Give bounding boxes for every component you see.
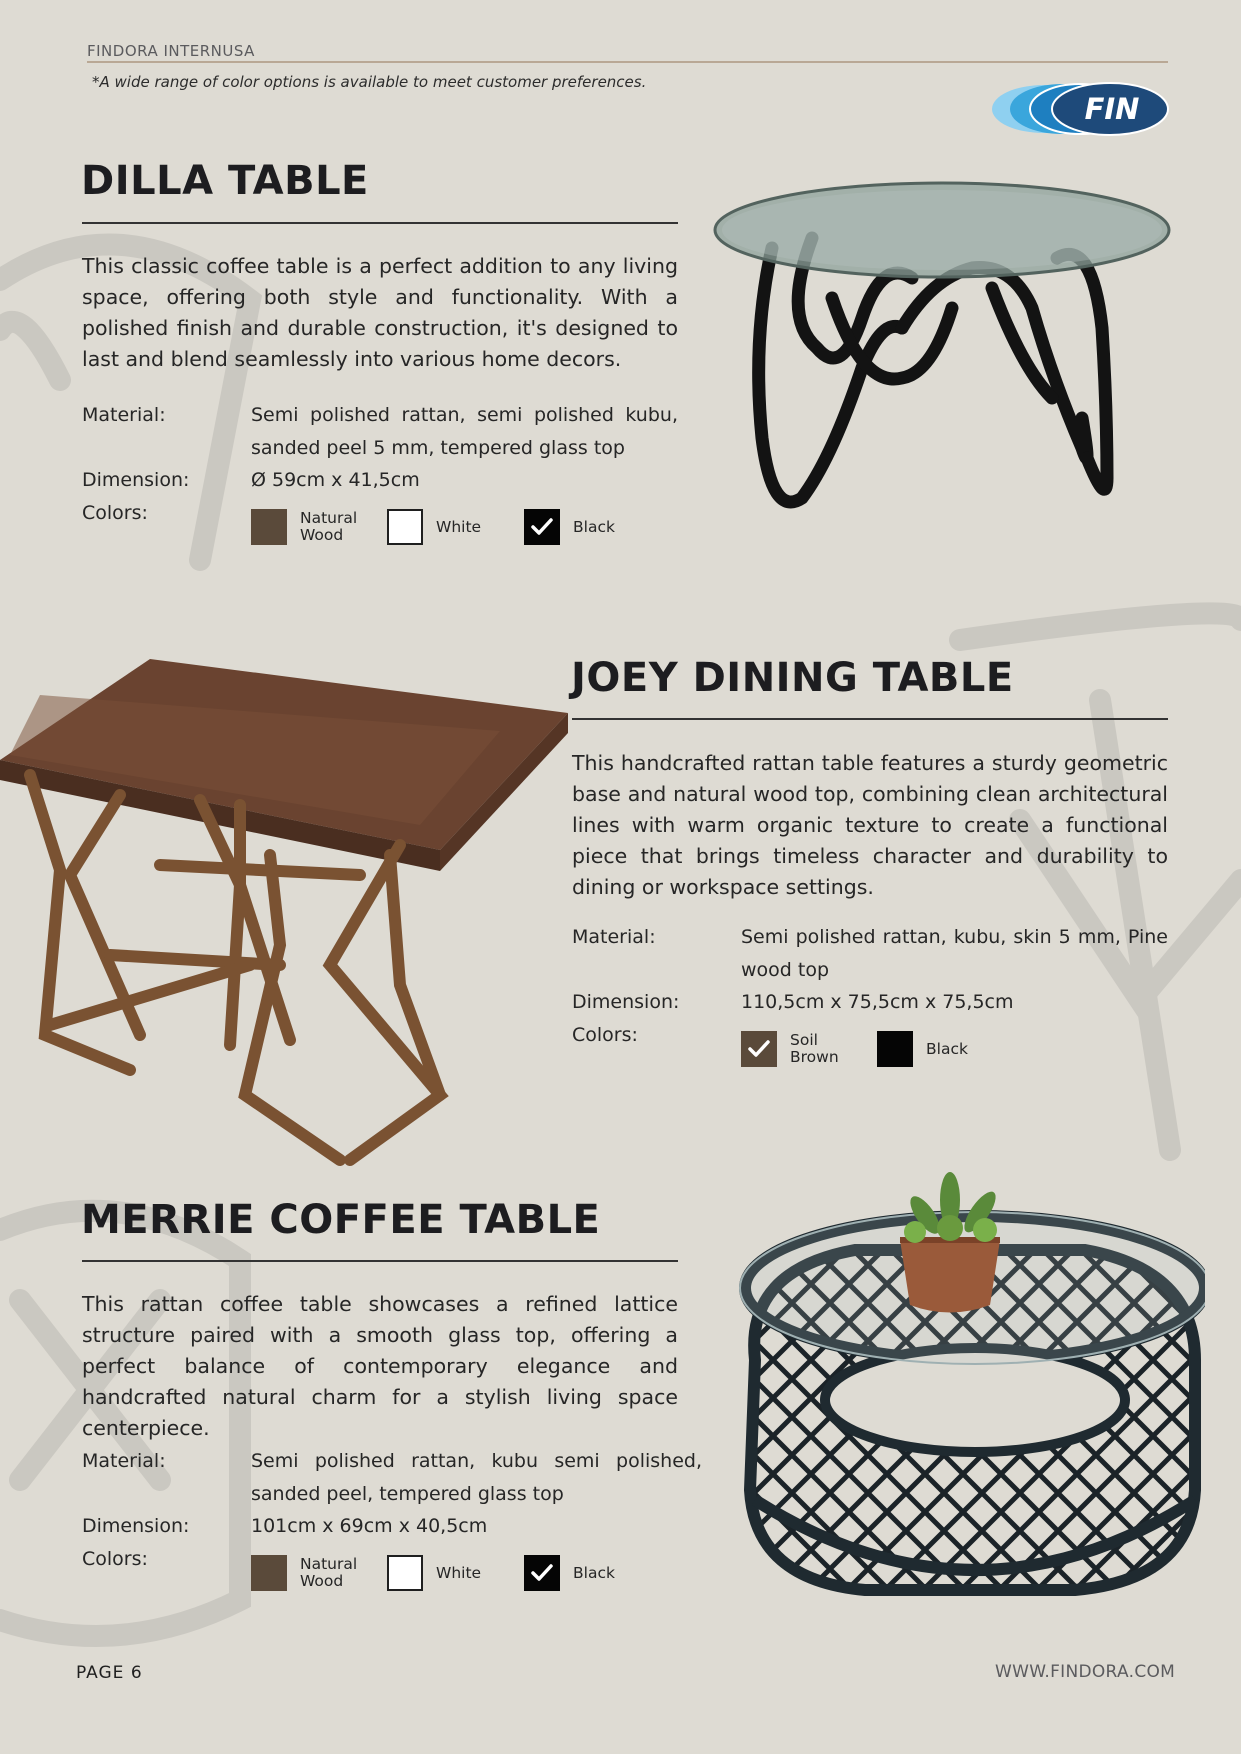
color-label: Black	[926, 1040, 968, 1058]
dimension-label: Dimension:	[82, 469, 190, 491]
product-description: This classic coffee table is a perfect addition to any living space, offering both style and functionality. With a polished finish and durable construction, it's designed to last and blend seamlessly into various home decors.	[82, 254, 678, 371]
color-swatch-white[interactable]	[387, 1555, 423, 1591]
color-label: Soil Brown	[790, 1031, 839, 1066]
logo-text: FIN	[1084, 92, 1140, 126]
dimension-value: 110,5cm x 75,5cm x 75,5cm	[741, 991, 1014, 1013]
color-label: Black	[573, 1564, 615, 1582]
product-title: JOEY DINING TABLE	[571, 655, 1014, 701]
color-swatch-black[interactable]	[524, 509, 560, 545]
colors-label: Colors:	[572, 1024, 638, 1046]
dimension-label: Dimension:	[572, 991, 680, 1013]
color-label: Natural Wood	[300, 1555, 358, 1590]
color-swatch-black[interactable]	[524, 1555, 560, 1591]
colors-label: Colors:	[82, 1548, 148, 1570]
page-number: PAGE 6	[76, 1663, 143, 1683]
color-swatch-natural-wood[interactable]	[251, 1555, 287, 1591]
material-value: Semi polished rattan, kubu semi polished, sanded peel, tempered glass top	[251, 1450, 702, 1505]
color-swatch-natural-wood[interactable]	[251, 509, 287, 545]
color-label: White	[436, 518, 482, 536]
checkmark-icon	[524, 1555, 560, 1591]
material-label: Material:	[82, 404, 166, 426]
product-description: This rattan coffee table showcases a refined lattice structure paired with a smooth glass top, offering a perfect balance of contemporary elegance and handcrafted natural charm for a stylish living space centerpiece.	[82, 1292, 678, 1440]
dimension-label: Dimension:	[82, 1515, 190, 1537]
title-divider	[82, 222, 678, 224]
color-swatch-soil-brown[interactable]	[741, 1031, 777, 1067]
material-value: Semi polished rattan, semi polished kubu, sanded peel 5 mm, tempered glass top	[251, 404, 678, 459]
checkmark-icon	[524, 509, 560, 545]
color-label: Natural Wood	[300, 509, 358, 544]
material-label: Material:	[82, 1450, 166, 1472]
title-divider	[572, 718, 1168, 720]
material-value: Semi polished rattan, kubu, skin 5 mm, Pine wood top	[741, 926, 1168, 981]
color-options-note: *A wide range of color options is available to meet customer preferences.	[92, 73, 647, 91]
merrie-table-image	[735, 1170, 1205, 1610]
product-description: This handcrafted rattan table features a sturdy geometric base and natural wood top, combining clean architectural lines with warm organic texture to create a functional piece that brings timeless character and durability to dining or workspace settings.	[572, 751, 1168, 899]
material-label: Material:	[572, 926, 656, 948]
header-divider	[87, 61, 1168, 63]
title-divider	[82, 1260, 678, 1262]
dimension-value: 101cm x 69cm x 40,5cm	[251, 1515, 488, 1537]
product-title: MERRIE COFFEE TABLE	[81, 1197, 601, 1243]
brand-name: FINDORA INTERNUSA	[87, 42, 255, 60]
website-link[interactable]: WWW.FINDORA.COM	[995, 1662, 1176, 1682]
checkmark-icon	[741, 1031, 777, 1067]
dilla-table-image	[712, 178, 1172, 553]
dimension-value: Ø 59cm x 41,5cm	[251, 469, 420, 491]
colors-label: Colors:	[82, 502, 148, 524]
color-swatch-black[interactable]	[877, 1031, 913, 1067]
color-swatch-white[interactable]	[387, 509, 423, 545]
product-title: DILLA TABLE	[81, 158, 369, 204]
company-logo	[992, 82, 1169, 136]
joey-table-image	[0, 655, 575, 1170]
color-label: Black	[573, 518, 615, 536]
color-label: White	[436, 1564, 482, 1582]
